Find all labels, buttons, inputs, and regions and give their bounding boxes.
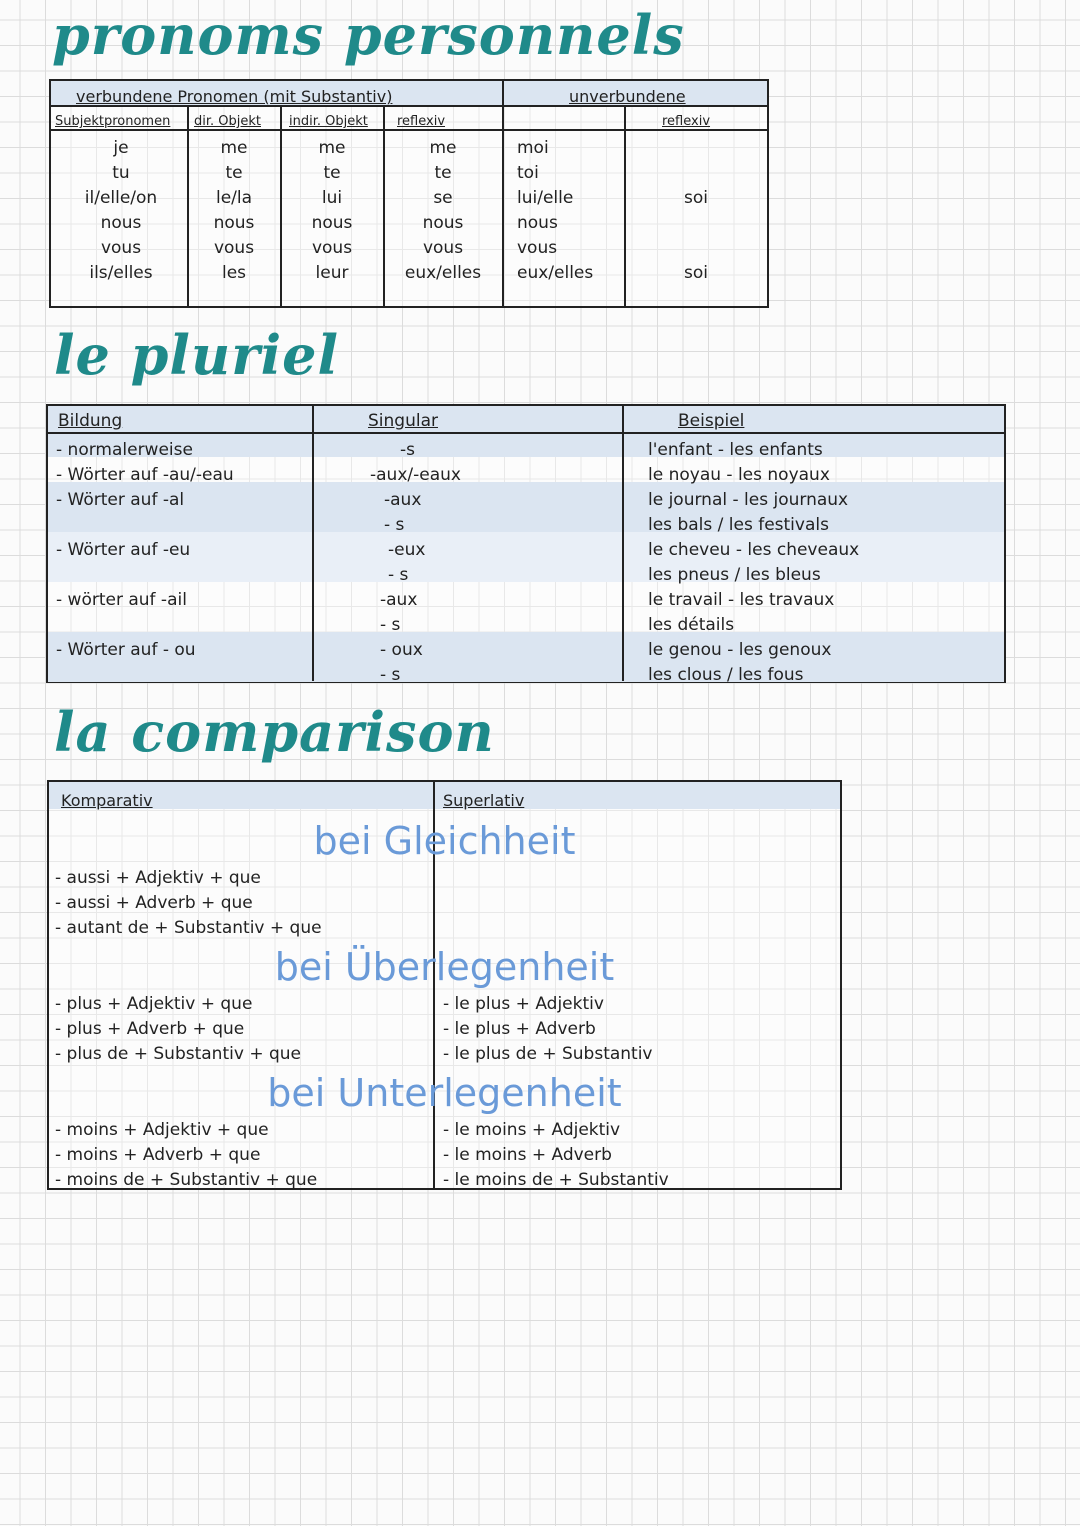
- rule-line: - aussi + Adverb + que: [55, 893, 253, 913]
- pronoun-cell: te: [225, 163, 243, 183]
- ending-cell: -s: [400, 440, 415, 460]
- pronoun-cell: vous: [100, 238, 142, 258]
- section-label-superiority: bei Überlegenheit: [274, 945, 615, 989]
- pronoun-cell: nous: [213, 213, 255, 233]
- column-singular: [370, 438, 461, 688]
- rule-line: - le plus de + Substantiv: [443, 1044, 653, 1064]
- col-divider: [622, 406, 624, 681]
- formation-cell: - normalerweise: [56, 440, 193, 460]
- column-direct: [189, 136, 279, 286]
- example-cell: le noyau - les noyaux: [648, 465, 830, 485]
- example-cell: les clous / les fous: [648, 665, 804, 685]
- col-header-formation: Bildung: [58, 411, 123, 431]
- inferiority-superlative: [443, 1118, 669, 1193]
- column-disjoint-reflexive: [626, 136, 766, 286]
- rule-line: - plus + Adjektiv + que: [55, 994, 253, 1014]
- section-label-equality: bei Gleichheit: [313, 819, 576, 863]
- rule-line: - aussi + Adjektiv + que: [55, 868, 261, 888]
- pronoun-cell: nous: [311, 213, 353, 233]
- formation-cell: - Wörter auf -al: [56, 490, 185, 510]
- pronoun-cell: me: [220, 138, 248, 158]
- pronoun-cell: se: [433, 188, 453, 208]
- col-header-subject: Subjektpronomen: [55, 114, 171, 129]
- title-comparison: la comparison: [54, 700, 495, 764]
- ending-cell: -aux/-eaux: [370, 465, 461, 485]
- col-header-direct: dir. Objekt: [194, 114, 261, 129]
- pronoun-cell: moi: [517, 138, 549, 158]
- col-header-reflexive-disjoint: reflexiv: [662, 114, 711, 129]
- pronoun-cell: [626, 236, 766, 261]
- pronoun-cell: lui/elle: [517, 188, 574, 208]
- col-header-indirect: indir. Objekt: [289, 114, 368, 129]
- pronoun-cell: vous: [311, 238, 353, 258]
- pronoun-cell: soi: [684, 263, 708, 283]
- pronoun-cell: tu: [112, 163, 130, 183]
- pronoun-cell: toi: [517, 163, 539, 183]
- equality-comparative: [55, 866, 322, 941]
- example-cell: le cheveu - les cheveaux: [648, 540, 860, 560]
- superiority-comparative: [55, 992, 301, 1067]
- example-cell: les détails: [648, 615, 735, 635]
- header-divider: [48, 432, 1004, 434]
- rule-line: - moins + Adjektiv + que: [55, 1120, 269, 1140]
- example-cell: les bals / les festivals: [648, 515, 829, 535]
- pronoun-cell: nous: [422, 213, 464, 233]
- col-header-singular: Singular: [368, 411, 438, 431]
- rule-line: - le moins + Adverb: [443, 1145, 612, 1165]
- ending-cell: - s: [380, 665, 401, 685]
- formation-cell: [56, 513, 234, 538]
- column-formation: [56, 438, 234, 688]
- rule-line: - le moins + Adjektiv: [443, 1120, 621, 1140]
- ending-cell: - s: [384, 515, 405, 535]
- column-disjoint: [517, 136, 617, 286]
- col-header-superlative: Superlativ: [443, 791, 525, 810]
- pronoun-cell: nous: [100, 213, 142, 233]
- title-pronoms: pronoms personnels: [52, 3, 685, 67]
- formation-cell: [56, 613, 234, 638]
- rule-line: - plus de + Substantiv + que: [55, 1044, 301, 1064]
- pronoun-cell: eux/elles: [517, 263, 594, 283]
- example-cell: le genou - les genoux: [648, 640, 832, 660]
- formation-cell: - Wörter auf -au/-eau: [56, 465, 234, 485]
- ending-cell: - oux: [380, 640, 423, 660]
- ending-cell: -aux: [384, 490, 422, 510]
- pronoun-cell: nous: [517, 213, 558, 233]
- pronoun-cell: je: [113, 138, 129, 158]
- pronoun-cell: il/elle/on: [84, 188, 158, 208]
- column-subject: [66, 136, 176, 286]
- pronoun-cell: le/la: [215, 188, 253, 208]
- ending-cell: - s: [380, 615, 401, 635]
- rule-line: - moins de + Substantiv + que: [55, 1170, 318, 1190]
- pronoun-cell: vous: [517, 238, 558, 258]
- column-example: [648, 438, 859, 688]
- pronoun-cell: vous: [422, 238, 464, 258]
- group-header-connected: verbundene Pronomen (mit Substantiv): [76, 87, 393, 106]
- plural-table: [46, 404, 1006, 683]
- pronouns-table: [49, 79, 769, 308]
- col-header-comparative: Komparativ: [61, 791, 153, 810]
- superiority-superlative: [443, 992, 653, 1067]
- rule-line: - plus + Adverb + que: [55, 1019, 245, 1039]
- formation-cell: [56, 663, 234, 688]
- formation-cell: - Wörter auf -eu: [56, 540, 191, 560]
- comparison-table: [47, 780, 842, 1190]
- title-pluriel: le pluriel: [54, 323, 340, 387]
- rule-line: - le moins de + Substantiv: [443, 1170, 669, 1190]
- column-reflexive: [385, 136, 501, 286]
- pronoun-cell: me: [429, 138, 457, 158]
- pronoun-cell: [626, 211, 766, 236]
- rule-line: - moins + Adverb + que: [55, 1145, 261, 1165]
- formation-cell: - Wörter auf - ou: [56, 640, 196, 660]
- formation-cell: - wörter auf -ail: [56, 590, 187, 610]
- ending-cell: -aux: [380, 590, 418, 610]
- pronoun-cell: soi: [684, 188, 708, 208]
- col-header-reflexive: reflexiv: [397, 114, 446, 129]
- inferiority-comparative: [55, 1118, 317, 1193]
- col-divider: [312, 406, 314, 681]
- example-cell: l'enfant - les enfants: [648, 440, 823, 460]
- pronoun-cell: [626, 161, 766, 186]
- example-cell: le travail - les travaux: [648, 590, 835, 610]
- pronoun-cell: eux/elles: [404, 263, 482, 283]
- pronoun-cell: les: [221, 263, 247, 283]
- pronoun-cell: te: [434, 163, 452, 183]
- col-header-example: Beispiel: [678, 411, 745, 431]
- formation-cell: [56, 563, 234, 588]
- example-cell: le journal - les journaux: [648, 490, 849, 510]
- header-band: [48, 406, 1004, 432]
- pronoun-cell: ils/elles: [89, 263, 153, 283]
- col-divider: [502, 81, 504, 306]
- ending-cell: -eux: [388, 540, 426, 560]
- pronoun-cell: vous: [213, 238, 255, 258]
- section-label-inferiority: bei Unterlegenheit: [267, 1071, 622, 1115]
- group-header-disjoint: unverbundene: [569, 87, 686, 106]
- example-cell: les pneus / les bleus: [648, 565, 821, 585]
- pronoun-cell: lui: [321, 188, 343, 208]
- pronoun-cell: leur: [315, 263, 349, 283]
- ending-cell: - s: [388, 565, 409, 585]
- pronoun-cell: me: [318, 138, 346, 158]
- pronoun-cell: [626, 136, 766, 161]
- pronoun-cell: te: [323, 163, 341, 183]
- rule-line: - le plus + Adverb: [443, 1019, 596, 1039]
- rule-line: - autant de + Substantiv + que: [55, 918, 322, 938]
- rule-line: - le plus + Adjektiv: [443, 994, 604, 1014]
- column-indirect: [282, 136, 382, 286]
